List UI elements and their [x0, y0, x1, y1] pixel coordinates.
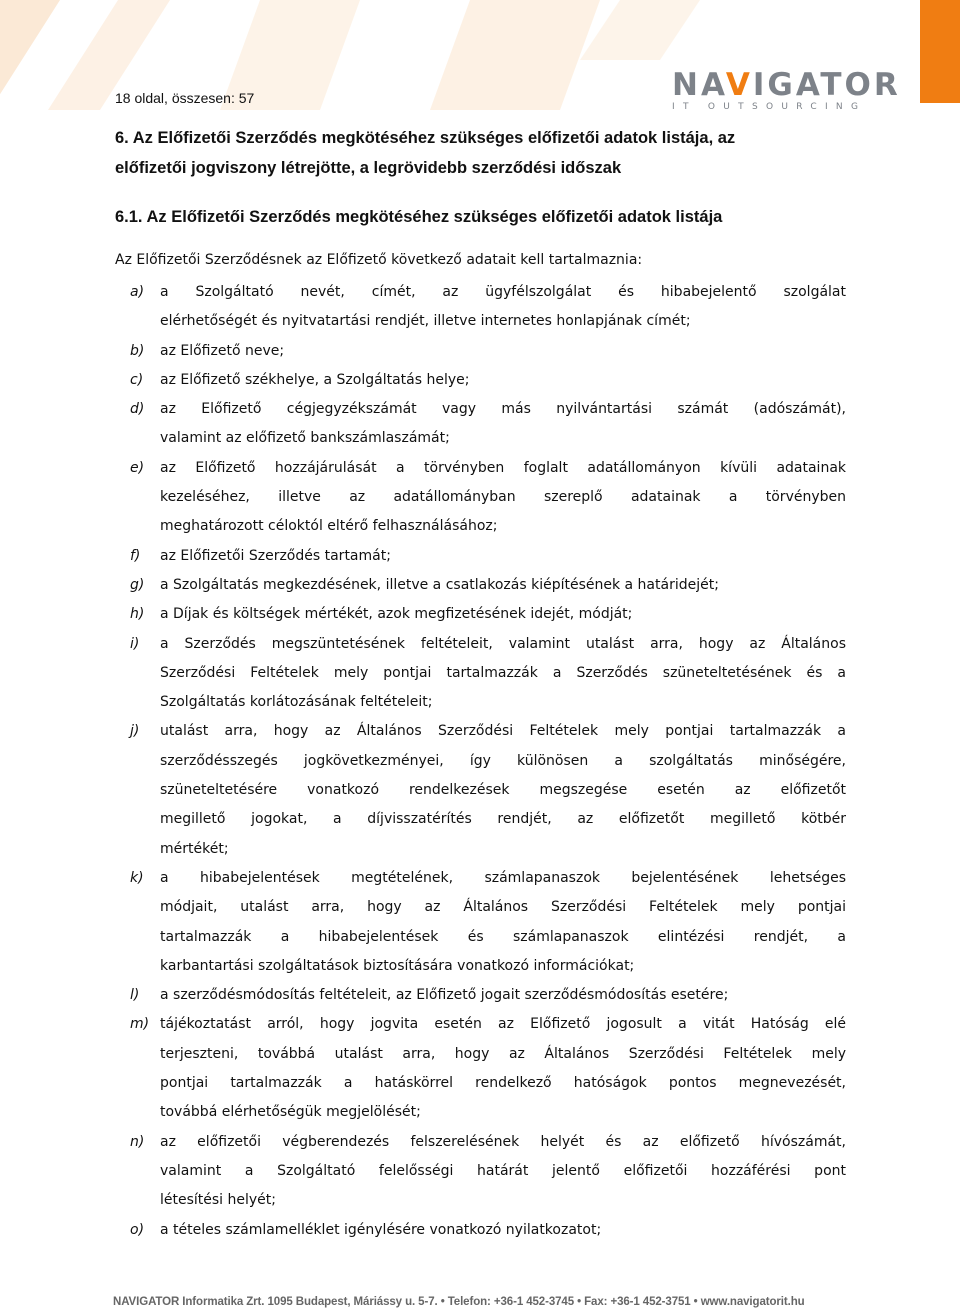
- list-item-text-line: az Előfizető székhelye, a Szolgáltatás helye;: [160, 371, 470, 388]
- list-item-text-line: az előfizetői végberendezés felszerelésének helyét és az előfizető hívószámát,: [160, 1133, 846, 1150]
- list-item: [0, 366, 846, 395]
- list-item: [0, 542, 846, 571]
- list-item-text-line: az Előfizető cégjegyzékszámát vagy más nyilvántartási számát (adószámát),: [160, 401, 846, 418]
- list-item-marker: d): [130, 401, 145, 418]
- list-item-marker: g): [130, 576, 145, 593]
- list-item: [0, 395, 846, 454]
- list-item: [0, 1010, 846, 1127]
- list-item: [0, 600, 846, 629]
- logo-tagline: IT OUTSOURCING: [672, 102, 867, 112]
- list-item-marker: k): [130, 869, 144, 886]
- list-item-text-line: elérhetőségét és nyitvatartási rendjét, illetve internetes honlapjának címét;: [160, 313, 691, 330]
- page-footer: NAVIGATOR Informatika Zrt. 1095 Budapest, Máriássy u. 5-7. • Telefon: +36-1 452-3745 • Fax: +36-1 452-3751 • www.navigatorit.hu: [113, 1296, 805, 1308]
- list-item-text-line: megillető jogokat, a díjvisszatérítés rendjét, az előfizetőt megillető kötbér: [160, 811, 846, 828]
- list-item-text-line: a Díjak és költségek mértékét, azok megfizetésének idejét, módját;: [160, 606, 633, 623]
- orange-corner-bar: [920, 0, 960, 103]
- list-item: [0, 278, 846, 337]
- list-item: [0, 630, 846, 718]
- list-item-marker: o): [130, 1221, 145, 1238]
- list-item-marker: b): [130, 342, 145, 359]
- list-item: [0, 717, 846, 863]
- list-item-marker: e): [130, 459, 145, 476]
- section-title-line: 6. Az Előfizetői Szerződés megkötéséhez szükséges előfizetői adatok listája, az: [115, 129, 736, 147]
- list-item-text-line: szüneteltetésére vonatkozó rendelkezések megszegése esetén az előfizetőt: [160, 782, 846, 799]
- list-item-text-line: a tételes számlamelléklet igénylésére vonatkozó nyilatkozatot;: [160, 1221, 602, 1238]
- list-item-text-line: a Szolgáltató nevét, címét, az ügyfélszolgálat és hibabejelentő szolgálat: [160, 284, 846, 300]
- list-item-text-line: szerződésszegés jogkövetkezményei, így különösen a szolgáltatás minőségére,: [160, 752, 846, 769]
- list-item-text-line: meghatározott céloktól eltérő felhasználásához;: [160, 518, 498, 535]
- list-item-marker: n): [130, 1133, 145, 1150]
- list-item-text-line: a hibabejelentések megtételének, számlapanaszok bejelentésének lehetséges: [160, 869, 846, 886]
- list-item: [0, 981, 846, 1010]
- list-item-marker: j): [130, 723, 140, 740]
- list-item-text-line: utalást arra, hogy az Általános Szerződési Feltételek mely pontjai tartalmazzák a: [160, 723, 846, 740]
- list-item-text-line: Szolgáltatás korlátozásának feltételeit;: [160, 694, 433, 711]
- list-item-text-line: az Előfizető neve;: [160, 342, 285, 359]
- page-indicator: 18 oldal, összesen: 57: [115, 90, 255, 106]
- list-item-text-line: tartalmazzák a hibabejelentések és számlapanaszok elintézési rendjét, a: [160, 928, 846, 945]
- section-title-line: előfizetői jogviszony létrejötte, a legrövidebb szerződési időszak: [115, 159, 622, 177]
- list-item-text-line: a Szolgáltatás megkezdésének, illetve a csatlakozás kiépítésének a határidejét;: [160, 576, 719, 593]
- list-item-text-line: létesítési helyét;: [160, 1192, 277, 1209]
- list-item-text-line: az Előfizető hozzájárulását a törvényben foglalt adatállományon kívüli adatainak: [160, 459, 846, 476]
- list-item-marker: f): [130, 547, 141, 564]
- list-item-text-line: továbbá elérhetőségük megjelölését;: [160, 1104, 421, 1121]
- list-item-marker: c): [130, 371, 144, 388]
- list-item-marker: l): [130, 987, 140, 1004]
- list-item-text-line: tájékoztatást arról, hogy jogvita esetén az Előfizető jogosult a vitát Hatóság elé: [160, 1016, 846, 1033]
- list-item-text-line: a szerződésmódosítás feltételeit, az Előfizető jogait szerződésmódosítás esetére;: [160, 987, 729, 1004]
- list-item: [0, 864, 846, 981]
- navigator-logo: [672, 67, 901, 112]
- section-title: [115, 123, 735, 183]
- intro-paragraph: Az Előfizetői Szerződésnek az Előfizető következő adatait kell tartalmaznia:: [115, 252, 643, 268]
- list-item-text-line: karbantartási szolgáltatások biztosítására vonatkozó információkat;: [160, 957, 635, 974]
- list-item-text-line: valamint a Szolgáltató felelősségi határát jelentő előfizetői hozzáférési pont: [160, 1162, 846, 1179]
- list-item-marker: i): [130, 635, 140, 652]
- list-item-marker: m): [130, 1016, 150, 1033]
- list-item-text-line: kezeléséhez, illetve az adatállományban szereplő adatainak a törvényben: [160, 489, 846, 506]
- list-item-text-line: valamint az előfizető bankszámlaszámát;: [160, 430, 450, 447]
- list-item: [0, 571, 846, 600]
- list-item-marker: h): [130, 606, 145, 623]
- list-item-text-line: módjait, utalást arra, hogy az Általános Szerződési Feltételek mely pontjai: [160, 899, 846, 916]
- list-item-text-line: pontjai tartalmazzák a hatáskörrel rendelkező hatóságok pontos megnevezését,: [160, 1075, 846, 1092]
- list-item-marker: a): [130, 284, 145, 300]
- list-item-text-line: terjeszteni, továbbá utalást arra, hogy az Általános Szerződési Feltételek mely: [160, 1045, 846, 1062]
- list-item-text-line: a Szerződés megszüntetésének feltételeit, valamint utalást arra, hogy az Általános: [160, 635, 846, 652]
- list-item-text-line: Szerződési Feltételek mely pontjai tartalmazzák a Szerződés szüneteltetésének és a: [160, 664, 846, 681]
- subsection-title: 6.1. Az Előfizetői Szerződés megkötéséhez szükséges előfizetői adatok listája: [115, 208, 723, 226]
- list-item: [0, 454, 846, 542]
- data-requirements-list: [0, 278, 960, 1245]
- list-item: [0, 337, 846, 366]
- list-item-text-line: mértékét;: [160, 840, 229, 857]
- logo-wordmark: NAVIGATOR: [672, 67, 901, 103]
- list-item: [0, 1128, 846, 1216]
- list-item-text-line: az Előfizetői Szerződés tartamát;: [160, 547, 391, 564]
- list-item: [0, 1216, 846, 1245]
